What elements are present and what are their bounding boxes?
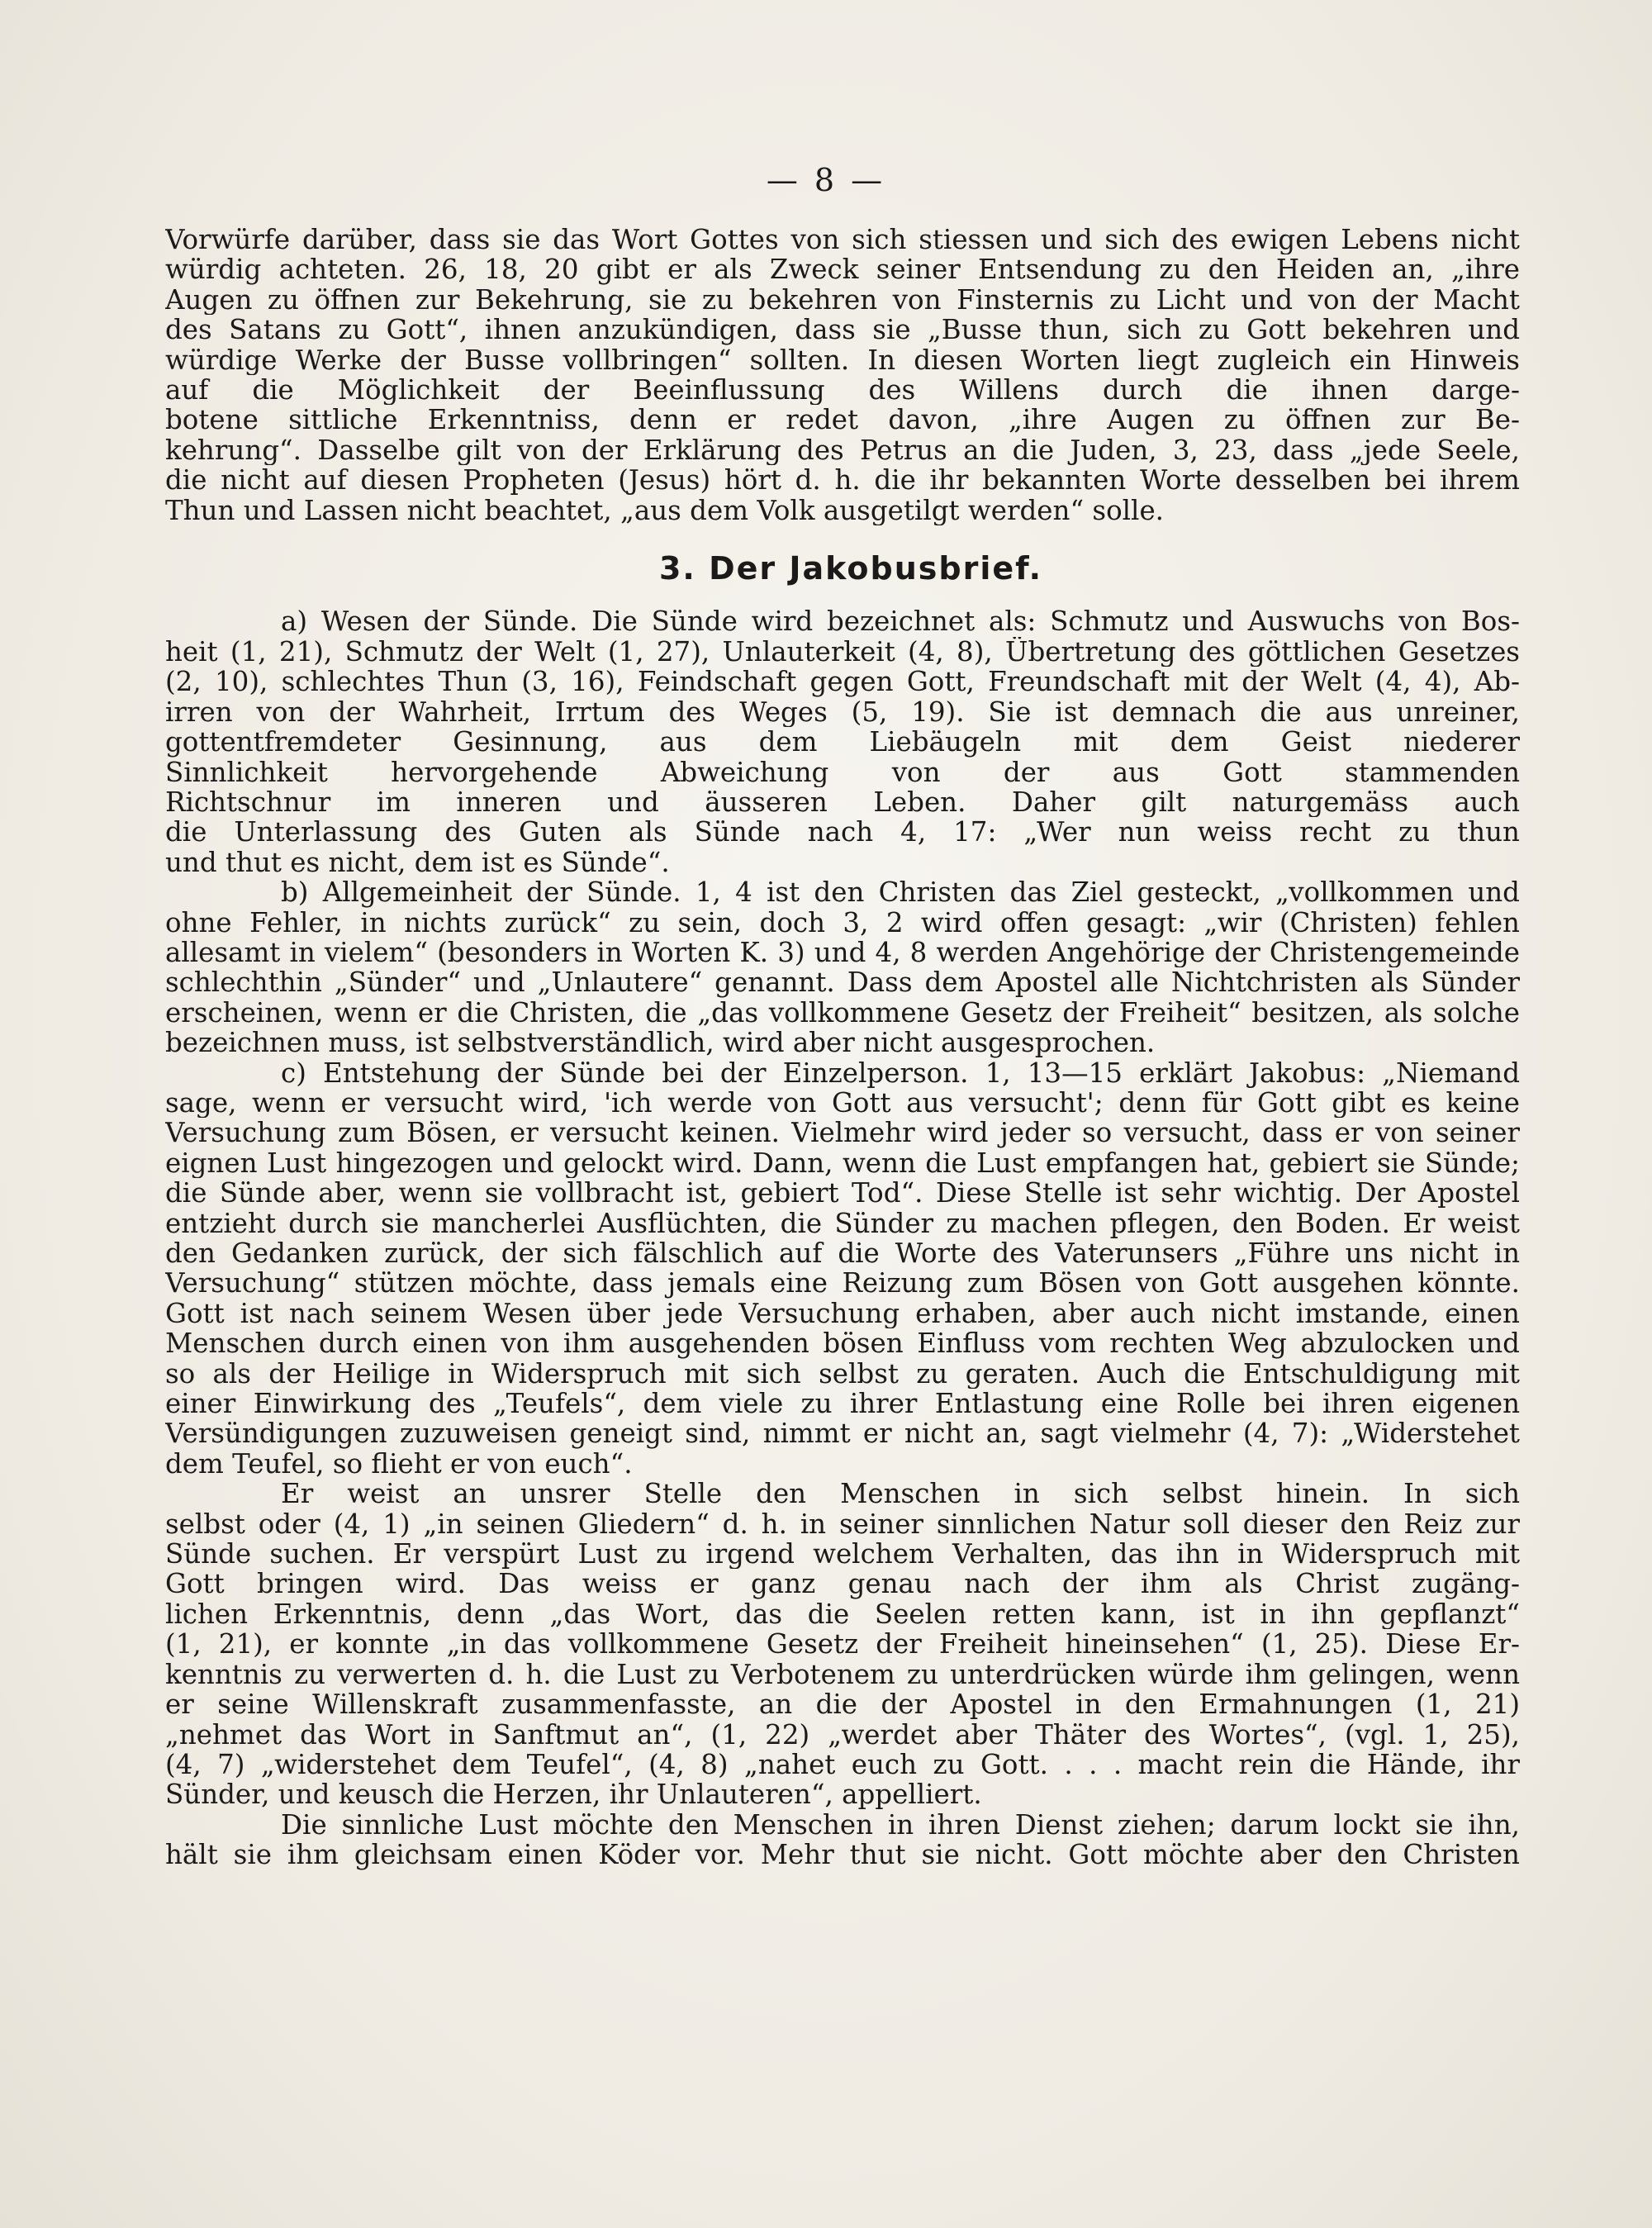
text-line: Die sinnliche Lust möchte den Menschen in ihren Dienst ziehen; darum lockt sie ihn, bbox=[281, 1809, 1520, 1841]
text-line: Versuchung“ stützen möchte, dass jemals eine Reizung zum Bösen von Gott ausgehen könnte. bbox=[165, 1268, 1520, 1299]
text-line: schlechthin „Sünder“ und „Unlautere“ genannt. Dass dem Apostel alle Nichtchristen als Sünder bbox=[165, 967, 1520, 998]
text-line: des Satans zu Gott“, ihnen anzukündigen, dass sie „Busse thun, sich zu Gott bekehren und bbox=[165, 315, 1520, 345]
text-line: selbst oder (4, 1) „in seinen Gliedern“ d. h. in seiner sinnlichen Natur soll dieser den Reiz zur bbox=[165, 1508, 1520, 1540]
text-line: und thut es nicht, dem ist es Sünde“. bbox=[165, 847, 670, 878]
text-line: irren von der Wahrheit, Irrtum des Weges (5, 19). Sie ist demnach die aus unreiner, bbox=[165, 696, 1520, 728]
text-line: einer Einwirkung des „Teufels“, dem viele zu ihrer Entlastung eine Rolle bei ihren eigenen bbox=[165, 1389, 1520, 1419]
text-line: Versündigungen zuzuweisen geneigt sind, nimmt er nicht an, sagt vielmehr (4, 7): „Widerstehet bbox=[165, 1418, 1520, 1449]
text-line: würdig achteten. 26, 18, 20 gibt er als Zweck seiner Entsendung zu den Heiden an, „ihre bbox=[165, 254, 1520, 285]
text-line: Sinnlichkeit hervorgehende Abweichung von der aus Gott stammenden bbox=[165, 757, 1520, 787]
text-line: die Unterlassung des Guten als Sünde nach 4, 17: „Wer nun weiss recht zu thun bbox=[165, 817, 1520, 848]
section-heading: 3. Der Jakobusbrief. bbox=[658, 550, 1043, 587]
text-line: eignen Lust hingezogen und gelockt wird. Dann, wenn die Lust empfangen hat, gebiert sie Sünde; bbox=[165, 1147, 1520, 1179]
text-line: entzieht durch sie mancherlei Ausflüchten, die Sünder zu machen pflegen, den Boden. Er weist bbox=[165, 1208, 1520, 1238]
text-line: sage, wenn er versucht wird, 'ich werde von Gott aus versucht'; denn für Gott gibt es keine bbox=[165, 1087, 1520, 1119]
text-line: er seine Willenskraft zusammenfasste, an die der Apostel in den Ermahnungen (1, 21) bbox=[165, 1689, 1520, 1720]
text-line: Vorwürfe darüber, dass sie das Wort Gottes von sich stiessen und sich des ewigen Lebens nicht bbox=[165, 225, 1520, 255]
text-line: die nicht auf diesen Propheten (Jesus) hört d. h. die ihr bekannten Worte desselben bei ihrem bbox=[165, 465, 1520, 496]
text-line: Er weist an unsrer Stelle den Menschen in sich selbst hinein. In sich bbox=[281, 1479, 1520, 1509]
text-line: auf die Möglichkeit der Beeinflussung des Willens durch die ihnen darge- bbox=[165, 375, 1520, 406]
text-line: den Gedanken zurück, der sich fälschlich auf die Worte des Vaterunsers „Führe uns nicht in bbox=[165, 1238, 1520, 1269]
text-line: c) Entstehung der Sünde bei der Einzelperson. 1, 13—15 erklärt Jakobus: „Niemand bbox=[281, 1057, 1520, 1088]
body-text bbox=[165, 225, 1520, 1870]
text-line: Sünde suchen. Er verspürt Lust zu irgend welchem Verhalten, das ihn in Widerspruch mit bbox=[165, 1539, 1520, 1570]
text-line: Sünder, und keusch die Herzen, ihr Unlauteren“, appelliert. bbox=[165, 1779, 982, 1810]
text-line: (1, 21), er konnte „in das vollkommene Gesetz der Freiheit hineinsehen“ (1, 25). Diese Er- bbox=[165, 1629, 1520, 1660]
text-line: Augen zu öffnen zur Bekehrung, sie zu bekehren von Finsternis zu Licht und von der Macht bbox=[165, 284, 1520, 316]
text-line: hält sie ihm gleichsam einen Köder vor. Mehr thut sie nicht. Gott möchte aber den Christen bbox=[165, 1840, 1520, 1870]
text-line: Richtschnur im inneren und äusseren Leben. Daher gilt naturgemäss auch bbox=[165, 786, 1520, 818]
text-line: (4, 7) „widerstehet dem Teufel“, (4, 8) „nahet euch zu Gott. . . . macht rein die Hände, ihr bbox=[165, 1749, 1520, 1780]
text-line: die Sünde aber, wenn sie vollbracht ist, gebiert Tod“. Diese Stelle ist sehr wichtig. Der Apostel bbox=[165, 1178, 1520, 1209]
text-line: (2, 10), schlechtes Thun (3, 16), Feindschaft gegen Gott, Freundschaft mit der Welt (4, 4), Ab- bbox=[165, 667, 1520, 697]
text-line: bezeichnen muss, ist selbstverständlich, wird aber nicht ausgesprochen. bbox=[165, 1028, 1156, 1058]
text-line: kenntnis zu verwerten d. h. die Lust zu Verbotenem zu unterdrücken würde ihm gelingen, wenn bbox=[165, 1659, 1520, 1690]
text-line: b) Allgemeinheit der Sünde. 1, 4 ist den Christen das Ziel gesteckt, „vollkommen und bbox=[281, 877, 1520, 908]
text-line: ohne Fehler, in nichts zurück“ zu sein, doch 3, 2 wird offen gesagt: „wir (Christen) fehlen bbox=[165, 907, 1520, 938]
text-line: botene sittliche Erkenntniss, denn er redet davon, „ihre Augen zu öffnen zur Be- bbox=[165, 405, 1520, 435]
text-line: erscheinen, wenn er die Christen, die „das vollkommene Gesetz der Freiheit“ besitzen, als solche bbox=[165, 997, 1520, 1028]
text-line: so als der Heilige in Widerspruch mit sich selbst zu geraten. Auch die Entschuldigung mit bbox=[165, 1358, 1520, 1390]
text-line: heit (1, 21), Schmutz der Welt (1, 27), Unlauterkeit (4, 8), Übertretung des göttlichen Gesetzes bbox=[165, 636, 1520, 667]
text-line: Thun und Lassen nicht beachtet, „aus dem Volk ausgetilgt werden“ solle. bbox=[165, 495, 1165, 526]
text-line: Menschen durch einen von ihm ausgehenden bösen Einfluss vom rechten Weg abzulocken und bbox=[165, 1328, 1520, 1359]
text-line: lichen Erkenntnis, denn „das Wort, das die Seelen retten kann, ist in ihn gepflanzt“ bbox=[165, 1599, 1520, 1630]
text-line: würdige Werke der Busse vollbringen“ sollten. In diesen Worten liegt zugleich ein Hinweis bbox=[165, 344, 1520, 376]
page-number: — 8 — bbox=[766, 162, 886, 198]
text-line: Gott ist nach seinem Wesen über jede Versuchung erhaben, aber auch nicht imstande, einen bbox=[165, 1298, 1520, 1329]
text-line: a) Wesen der Sünde. Die Sünde wird bezeichnet als: Schmutz und Auswuchs von Bos- bbox=[281, 606, 1520, 637]
text-line: gottentfremdeter Gesinnung, aus dem Liebäugeln mit dem Geist niederer bbox=[165, 727, 1520, 758]
text-line: Gott bringen wird. Das weiss er ganz genau nach der ihm als Christ zugäng- bbox=[165, 1569, 1520, 1599]
text-line: „nehmet das Wort in Sanftmut an“, (1, 22) „werdet aber Thäter des Wortes“, (vgl. 1, 25), bbox=[165, 1719, 1520, 1750]
text-line: kehrung“. Dasselbe gilt von der Erklärung des Petrus an die Juden, 3, 23, dass „jede Seele, bbox=[165, 435, 1520, 466]
text-line: allesamt in vielem“ (besonders in Worten K. 3) und 4, 8 werden Angehörige der Christengemeinde bbox=[165, 937, 1520, 968]
text-line: Versuchung zum Bösen, er versucht keinen. Vielmehr wird jeder so versucht, dass er von seiner bbox=[165, 1118, 1520, 1148]
text-line: dem Teufel, so flieht er von euch“. bbox=[165, 1448, 633, 1480]
